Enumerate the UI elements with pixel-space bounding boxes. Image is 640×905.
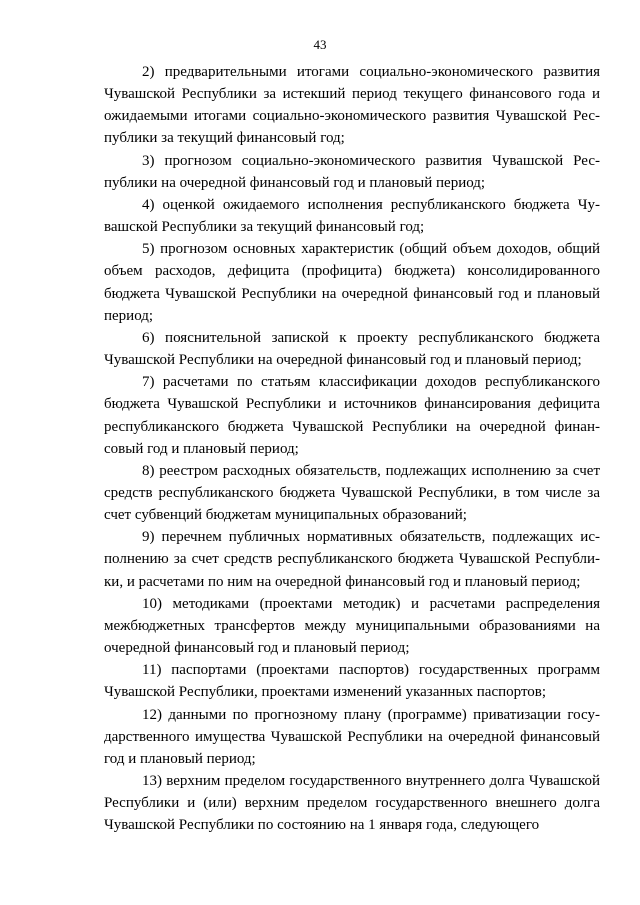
paragraph-item-12: 12) данными по прогнозному плану (программе) приватизации государственного имущества Чувашской Республики на очередной финансовый год и плановый период; xyxy=(104,706,600,767)
paragraph-item-8: 8) реестром расходных обязательств, подлежащих исполнению за счет средств республиканского бюджета Чувашской Республики, в том числе за счет субвенций бюджетам муниципальных образований; xyxy=(104,462,600,524)
paragraph-item-7: 7) расчетами по статьям классификации доходов республиканского бюджета Чувашской Республики и источников финансирования дефицита республиканского бюджета Чувашской Республики на очередной финансовый год и плановый период; xyxy=(104,374,600,457)
paragraph-item-11: 11) паспортами (проектами паспортов) государственных программ Чувашской Республики, проектами изменений указанных паспортов; xyxy=(104,662,600,701)
paragraph-item-9: 9) перечнем публичных нормативных обязательств, подлежащих исполнению за счет средств республиканского бюджета Чувашской Республики, и расчетами по ним на очередной финансовый год и плановый период; xyxy=(104,529,600,590)
paragraph-item-4: 4) оценкой ожидаемого исполнения республиканского бюджета Чувашской Республики за текущий финансовый год; xyxy=(104,196,600,236)
paragraph-item-10: 10) методиками (проектами методик) и расчетами распределения межбюджетных трансфертов между муниципальными образованиями на очередной финансовый год и плановый период; xyxy=(104,595,600,657)
paragraph-item-3: 3) прогнозом социально-экономического развития Чувашской Республики на очередной финансовый год и плановый период; xyxy=(104,152,600,191)
paragraph-item-6: 6) пояснительной запиской к проекту республиканского бюджета Чувашской Республики на очередной финансовый год и плановый период; xyxy=(104,329,600,369)
page-number: 43 xyxy=(313,37,327,52)
body-text xyxy=(104,61,600,836)
paragraph-item-13: 13) верхним пределом государственного внутреннего долга Чувашской Республики и (или) верхним пределом государственного внешнего долга Чувашской Республики по состоянию на 1 января года, следующего xyxy=(104,773,600,834)
paragraph-item-5: 5) прогнозом основных характеристик (общий объем доходов, общий объем расходов, дефицита (профицита) бюджета) консолидированного бюджета Чувашской Республики на очередной финансовый год и плановый период; xyxy=(104,241,600,324)
paragraph-item-2: 2) предварительными итогами социально-экономического развития Чувашской Республики за истекший период текущего финансового года и ожидаемыми итогами социально-экономического развития Чувашской Республики за текущий финансовый год; xyxy=(104,64,600,147)
